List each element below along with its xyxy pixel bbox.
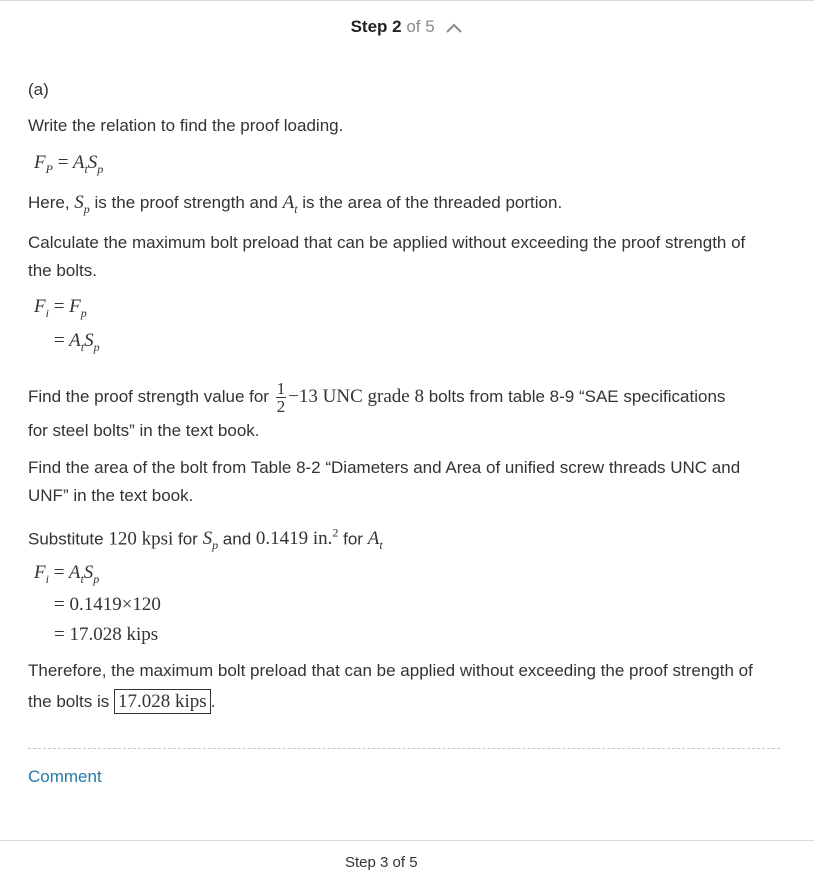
paragraph-proof-loading: Write the relation to find the proof loading. [28, 116, 344, 135]
chevron-up-icon[interactable] [445, 22, 463, 34]
next-step-header[interactable]: Step 3 of 5 [345, 854, 418, 871]
section-divider [28, 748, 780, 749]
paragraph-area-line1: Find the area of the bolt from Table 8-2 “Diameters and Area of unified screw threads UNC and [28, 458, 741, 477]
equation-preload-line2: = $A_tS_p$ [54, 330, 100, 354]
paragraph-here: Here, $S_p$ is the proof strength and $A_t$ is the area of the threaded portion. [28, 192, 563, 216]
equation-preload-line1: $F_i = F_p$ [34, 296, 87, 320]
paragraph-calc-line2: the bolts. [28, 261, 97, 280]
final-answer-box: 17.028 kips [114, 689, 211, 714]
step-number: Step 2 [350, 17, 402, 36]
part-label: (a) [28, 80, 49, 99]
equation-proof-load: $F_P = A_tS_p$ [34, 152, 104, 176]
equation-substituted-line3: = 17.028 kips [54, 624, 159, 645]
step-total: of 5 [406, 17, 435, 36]
paragraph-conclusion-line2: the bolts is 17.028 kips . [28, 691, 216, 712]
paragraph-area-line2: UNF” in the text book. [28, 486, 194, 505]
paragraph-proof-strength-line2: for steel bolts” in the text book. [28, 421, 260, 440]
step-header[interactable] [0, 16, 814, 38]
paragraph-proof-strength: Find the proof strength value for $\frac{1}{2}$ −13 UNC grade 8 bolts from table 8-9 “SAE specifications [28, 379, 726, 416]
comment-link[interactable]: Comment [28, 767, 102, 786]
equation-substituted-line2: = 0.1419×120 [54, 594, 161, 615]
paragraph-calc-line1: Calculate the maximum bolt preload that can be applied without exceeding the proof strength of [28, 233, 746, 252]
paragraph-conclusion-line1: Therefore, the maximum bolt preload that can be applied without exceeding the proof strength of [28, 661, 753, 680]
bottom-divider [0, 840, 814, 841]
fraction-half: $\frac{1}{2}$ [276, 379, 286, 416]
top-divider [0, 0, 814, 1]
paragraph-substitute: Substitute 120 kpsi for $S_p$ and 0.1419 in.$^2$ for $A_t$ [28, 526, 383, 553]
equation-substituted-line1: $F_i = A_tS_p$ [34, 562, 100, 586]
